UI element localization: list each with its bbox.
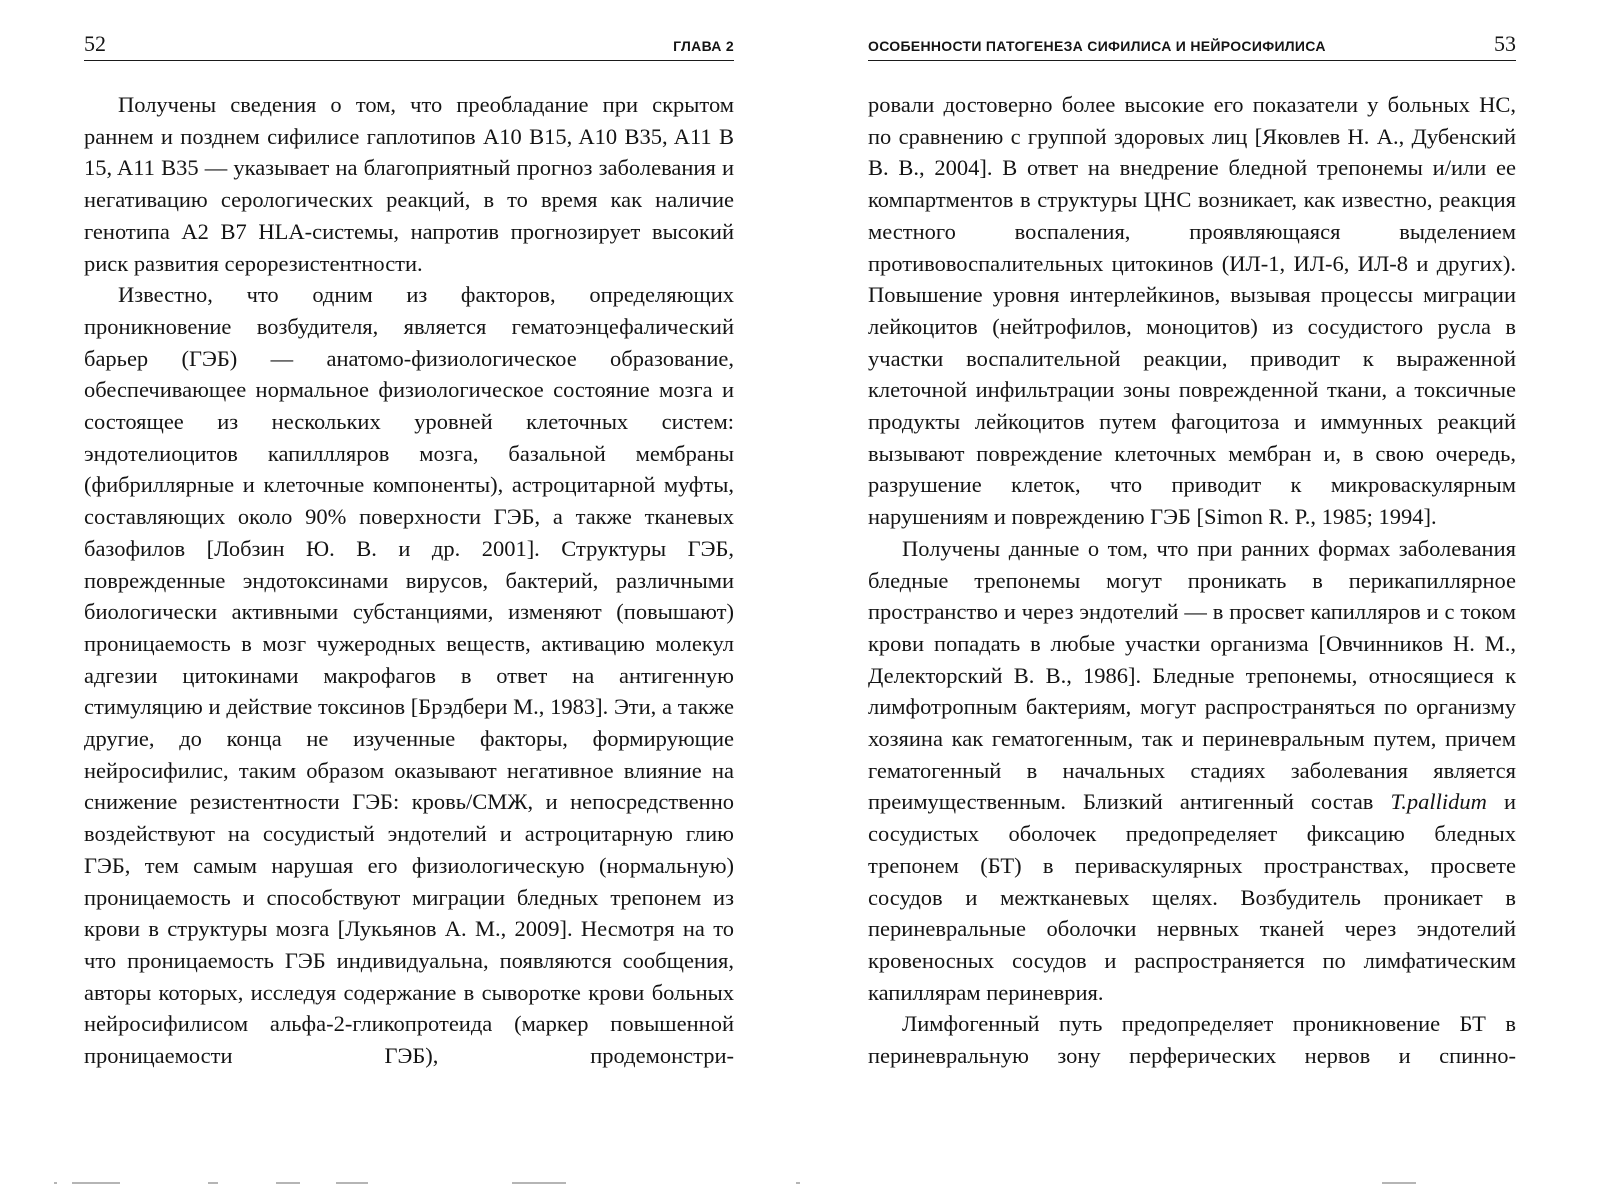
page-number: 52 [84, 31, 106, 56]
paragraph: Получены сведения о том, что преобладание при скрытом раннем и позднем сифилисе гаплотипов A10 B15, A10 B35, A11 B 15, A11 B35 — указывает на благоприятный прогноз заболевания и негативацию серологических реакций, в то время как наличие генотипа A2 B7 HLA-системы, напротив прогнозирует высокий риск развития серорезистентности. [84, 92, 734, 276]
paragraph: ровали достоверно более высокие его показатели у больных НС, по сравнению с группой здоровых лиц [Яковлев Н. А., Дубенский В. В., 2004]. В ответ на внедрение бледной трепонемы и/или ее компартментов в структуры ЦНС возникает, как известно, реакция местного воспаления, проявляющаяся выделением противовоспалительных цитокинов (ИЛ-1, ИЛ-6, ИЛ-8 и других). Повышение уровня интерлейкинов, вызывая процессы миграции лейкоцитов (нейтрофилов, моноцитов) из сосудистого русла в участки воспалительной реакции, приводит к выраженной клеточной инфильтрации зоны поврежденной ткани, а токсичные продукты лейкоцитов путем фагоцитоза и иммунных реакций вызывают повреждение клеточных мембран и, в свою очередь, разрушение клеток, что приводит к микроваскулярным нарушениям и повреждению ГЭБ [Simon R. P., 1985; 1994]. [868, 92, 1516, 530]
paragraph: Известно, что одним из факторов, определяющих проникновение возбудителя, является гематоэнцефалический барьер (ГЭБ) — анатомо-физиологическое образование, обеспечивающее нормальное физиологическое состояние мозга и состоящее из нескольких уровней клеточных систем: эндотелиоцитов капиллляров мозга, базальной мембраны (фибриллярные и клеточные компоненты), астроцитарной муфты, составляющих около 90% поверхности ГЭБ, а также тканевых базофилов [Лобзин Ю. В. и др. 2001]. Структуры ГЭБ, поврежденные эндотоксинами вирусов, бактерий, различными биологически активными субстанциями, изменяют (повышают) проницаемость в мозг чужеродных веществ, активацию молекул адгезии цитокинами макрофагов в ответ на антигенную стимуляцию и действие токсинов [Брэдбери М., 1983]. Эти, а также другие, до конца не изученные факторы, формирующие нейросифилис, таким образом оказывают негативное влияние на снижение резистентности ГЭБ: кровь/СМЖ, и непосредственно воздействуют на сосудистый эндотелий и астроцитарную глию ГЭБ, тем самым нарушая его физиологическую (нормальную) проницаемость и способствуют миграции бледных трепонем из крови в структуры мозга [Лукьянов А. М., 2009]. Несмотря на то что проницаемость ГЭБ индивидуальна, появляются сообщения, авторы которых, исследуя содержание в сыворотке крови больных нейросифилисом альфа-2-гликопротеида (маркер повышенной проницаемости ГЭБ), продемонстри- [84, 282, 734, 1069]
paragraph-text: Получены данные о том, что при ранних формах заболевания бледные трепонемы могут проникать в перикапиллярное пространство и через эндотелий — в просвет капилляров и с током крови попадать в любые участки организма [Овчинников Н. М., Делекторский В. В., 1986]. Бледные трепонемы, относящиеся к лимфотропным бактериям, могут распространяться по организму хозяина как гематогенным, так и периневральным путем, причем гематогенный в начальных стадиях заболевания является преимущественным. Близкий антигенный состав [868, 535, 1516, 815]
running-head: ОСОБЕННОСТИ ПАТОГЕНЕЗА СИФИЛИСА И НЕЙРОСИФИЛИСА [868, 38, 1326, 54]
paragraph-text: и сосудистых оболочек предопределяет фиксацию бледных трепонем (БТ) в периваскулярных пространствах, просвете сосудов и межтканевых щелях. Возбудитель проникает в периневральные оболочки нервных тканей через эндотелий кровеносных сосудов и распространяется по лимфатическим капиллярам периневрия. [868, 789, 1516, 1005]
page-number: 53 [1494, 31, 1516, 56]
right-page-header [868, 30, 1516, 61]
running-head: ГЛАВА 2 [673, 38, 734, 54]
left-page-header [84, 30, 734, 61]
species-name-italic: T.pallidum [1390, 789, 1487, 815]
paragraph: Лимфогенный путь предопределяет проникновение БТ в периневральную зону перферических нервов и спинно- [868, 1011, 1516, 1069]
paragraph [868, 533, 1516, 1009]
right-page-body [868, 89, 1516, 1072]
right-page [868, 0, 1516, 1188]
left-page [84, 0, 734, 1188]
scan-edge-marks [0, 1182, 1600, 1186]
left-page-body [84, 89, 734, 1072]
